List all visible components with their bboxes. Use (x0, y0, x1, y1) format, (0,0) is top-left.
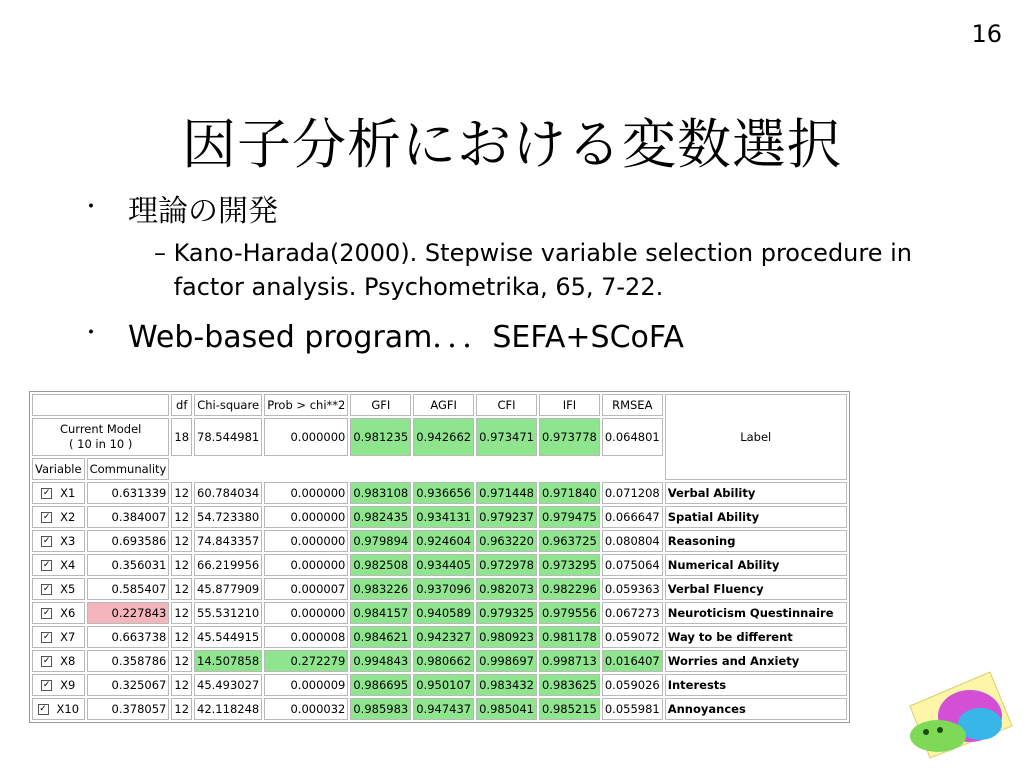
communality-cell: 0.384007 (87, 506, 170, 528)
table-row (32, 554, 847, 576)
variable-name: X3 (60, 534, 76, 548)
ifi-cell: 0.971840 (539, 482, 600, 504)
chi-cell: 54.723380 (194, 506, 262, 528)
table-row (32, 602, 847, 624)
df-cell: 12 (171, 506, 192, 528)
ifi-cell: 0.985215 (539, 698, 600, 720)
gfi-cell: 0.994843 (350, 650, 411, 672)
col-prob: Prob > chi**2 (264, 394, 348, 416)
label-cell: Annoyances (665, 698, 847, 720)
gfi-cell: 0.984621 (350, 626, 411, 648)
variable-checkbox[interactable]: ✓ (39, 704, 47, 714)
table-row (32, 626, 847, 648)
table-row (32, 578, 847, 600)
agfi-cell: 0.980662 (413, 650, 474, 672)
spacer (171, 458, 662, 480)
rmsea-cell: 0.080804 (602, 530, 663, 552)
communality-cell: 0.663738 (87, 626, 170, 648)
label-cell: Neuroticism Questinnaire (665, 602, 847, 624)
bullet-dot: ・ (80, 321, 103, 346)
variable-checkbox[interactable]: ✓ (42, 512, 51, 522)
table-row (32, 506, 847, 528)
variable-cell (32, 698, 85, 720)
table-row (32, 482, 847, 504)
ifi-cell: 0.973295 (539, 554, 600, 576)
agfi-cell: 0.934405 (413, 554, 474, 576)
variable-cell (32, 674, 85, 696)
agfi-cell: 0.940589 (413, 602, 474, 624)
gfi-cell: 0.979894 (350, 530, 411, 552)
variable-checkbox[interactable]: ✓ (42, 488, 51, 498)
prob-cell: 0.000007 (264, 578, 348, 600)
label-cell: Interests (665, 674, 847, 696)
gfi-cell: 0.983226 (350, 578, 411, 600)
sub-bullet (154, 236, 980, 304)
variable-name: X8 (60, 654, 76, 668)
df-cell: 12 (171, 554, 192, 576)
cm-rmsea: 0.064801 (602, 418, 663, 456)
cfi-cell: 0.963220 (476, 530, 537, 552)
agfi-cell: 0.924604 (413, 530, 474, 552)
variable-name: X10 (56, 702, 80, 716)
cfi-cell: 0.979325 (476, 602, 537, 624)
prob-cell: 0.000000 (264, 602, 348, 624)
variable-cell (32, 650, 85, 672)
prob-cell: 0.000009 (264, 674, 348, 696)
rmsea-cell: 0.059072 (602, 626, 663, 648)
communality-cell: 0.325067 (87, 674, 170, 696)
bullet-item (80, 186, 980, 230)
variable-name: X2 (60, 510, 76, 524)
cfi-cell: 0.980923 (476, 626, 537, 648)
chi-cell: 45.493027 (194, 674, 262, 696)
label-cell: Worries and Anxiety (665, 650, 847, 672)
label-cell: Verbal Fluency (665, 578, 847, 600)
cfi-cell: 0.985041 (476, 698, 537, 720)
communality-cell: 0.693586 (87, 530, 170, 552)
ifi-cell: 0.982296 (539, 578, 600, 600)
variable-cell (32, 554, 85, 576)
table-row (32, 530, 847, 552)
agfi-cell: 0.942327 (413, 626, 474, 648)
col-agfi: AGFI (413, 394, 474, 416)
cfi-cell: 0.979237 (476, 506, 537, 528)
blank-corner (32, 394, 169, 416)
reference-text: Kano-Harada(2000). Stepwise variable selection procedure in factor analysis. Psychometrika, 65, 7-22. (173, 239, 912, 301)
col-variable: Variable (32, 458, 85, 480)
prob-cell: 0.000000 (264, 554, 348, 576)
table-row (32, 698, 847, 720)
communality-cell: 0.585407 (87, 578, 170, 600)
variable-checkbox[interactable]: ✓ (42, 560, 51, 570)
agfi-cell: 0.936656 (413, 482, 474, 504)
cfi-cell: 0.982073 (476, 578, 537, 600)
chi-cell: 45.877909 (194, 578, 262, 600)
variable-cell (32, 578, 85, 600)
ifi-cell: 0.983625 (539, 674, 600, 696)
col-label: Label (665, 394, 847, 480)
dash-marker: – (154, 239, 166, 267)
prob-cell: 0.000032 (264, 698, 348, 720)
gfi-cell: 0.982508 (350, 554, 411, 576)
cm-gfi: 0.981235 (350, 418, 411, 456)
communality-cell: 0.378057 (87, 698, 170, 720)
cm-cfi: 0.973471 (476, 418, 537, 456)
variable-checkbox[interactable]: ✓ (42, 656, 51, 666)
cm-chi: 78.544981 (194, 418, 262, 456)
cm-ifi: 0.973778 (539, 418, 600, 456)
bullet-text: 理論の開発 (128, 194, 278, 229)
col-df: df (171, 394, 192, 416)
cm-agfi: 0.942662 (413, 418, 474, 456)
cm-prob: 0.000000 (264, 418, 348, 456)
variable-cell (32, 626, 85, 648)
df-cell: 12 (171, 698, 192, 720)
bullet-text: Web-based program．．．SEFA+SCoFA (128, 320, 684, 355)
rmsea-cell: 0.067273 (602, 602, 663, 624)
cfi-cell: 0.972978 (476, 554, 537, 576)
chi-cell: 42.118248 (194, 698, 262, 720)
gfi-cell: 0.985983 (350, 698, 411, 720)
communality-cell: 0.227843 (87, 602, 170, 624)
label-cell: Numerical Ability (665, 554, 847, 576)
header-row (32, 394, 847, 416)
communality-cell: 0.358786 (87, 650, 170, 672)
col-chi-square: Chi-square (194, 394, 262, 416)
col-communality: Communality (87, 458, 170, 480)
variable-selection-table-wrap (29, 391, 850, 723)
label-cell: Way to be different (665, 626, 847, 648)
bullet-item (80, 312, 980, 356)
rmsea-cell: 0.059026 (602, 674, 663, 696)
variable-name: X1 (60, 486, 76, 500)
variable-name: X4 (60, 558, 76, 572)
prob-cell: 0.000000 (264, 530, 348, 552)
gfi-cell: 0.984157 (350, 602, 411, 624)
variable-cell (32, 482, 85, 504)
ifi-cell: 0.981178 (539, 626, 600, 648)
variable-checkbox[interactable]: ✓ (42, 632, 51, 642)
variable-name: X6 (60, 606, 76, 620)
variable-cell (32, 530, 85, 552)
gfi-cell: 0.986695 (350, 674, 411, 696)
table-row (32, 674, 847, 696)
df-cell: 12 (171, 626, 192, 648)
variable-name: X9 (60, 678, 76, 692)
bullet-list (80, 186, 980, 356)
variable-cell (32, 506, 85, 528)
rmsea-cell: 0.016407 (602, 650, 663, 672)
chi-cell: 60.784034 (194, 482, 262, 504)
page-number: 16 (971, 20, 1002, 48)
chi-cell: 45.544915 (194, 626, 262, 648)
slide-title: 因子分析における変数選択 (182, 113, 842, 176)
gfi-cell: 0.983108 (350, 482, 411, 504)
df-cell: 12 (171, 674, 192, 696)
variable-checkbox[interactable]: ✓ (42, 608, 51, 618)
ifi-cell: 0.998713 (539, 650, 600, 672)
rmsea-cell: 0.071208 (602, 482, 663, 504)
cfi-cell: 0.998697 (476, 650, 537, 672)
df-cell: 12 (171, 602, 192, 624)
prob-cell: 0.000000 (264, 482, 348, 504)
variable-name: X7 (60, 630, 76, 644)
col-rmsea: RMSEA (602, 394, 663, 416)
current-model-label: Current Model ( 10 in 10 ) (32, 418, 169, 456)
agfi-cell: 0.950107 (413, 674, 474, 696)
cm-df: 18 (171, 418, 192, 456)
variable-selection-table (29, 391, 850, 723)
chi-cell: 66.219956 (194, 554, 262, 576)
variable-checkbox[interactable]: ✓ (42, 584, 51, 594)
variable-cell (32, 602, 85, 624)
communality-cell: 0.631339 (87, 482, 170, 504)
gfi-cell: 0.982435 (350, 506, 411, 528)
cfi-cell: 0.983432 (476, 674, 537, 696)
rmsea-cell: 0.075064 (602, 554, 663, 576)
col-gfi: GFI (350, 394, 411, 416)
rmsea-cell: 0.059363 (602, 578, 663, 600)
df-cell: 12 (171, 650, 192, 672)
label-cell: Verbal Ability (665, 482, 847, 504)
variable-checkbox[interactable]: ✓ (42, 680, 51, 690)
chi-cell: 14.507858 (194, 650, 262, 672)
cfi-cell: 0.971448 (476, 482, 537, 504)
chi-cell: 55.531210 (194, 602, 262, 624)
rmsea-cell: 0.055981 (602, 698, 663, 720)
variable-checkbox[interactable]: ✓ (42, 536, 51, 546)
agfi-cell: 0.937096 (413, 578, 474, 600)
variable-name: X5 (60, 582, 76, 596)
prob-cell: 0.272279 (264, 650, 348, 672)
table-row (32, 650, 847, 672)
agfi-cell: 0.934131 (413, 506, 474, 528)
ifi-cell: 0.979475 (539, 506, 600, 528)
col-cfi: CFI (476, 394, 537, 416)
prob-cell: 0.000000 (264, 506, 348, 528)
df-cell: 12 (171, 578, 192, 600)
df-cell: 12 (171, 482, 192, 504)
ifi-cell: 0.963725 (539, 530, 600, 552)
rmsea-cell: 0.066647 (602, 506, 663, 528)
prob-cell: 0.000008 (264, 626, 348, 648)
label-cell: Spatial Ability (665, 506, 847, 528)
mascot-illustration (900, 666, 1018, 764)
df-cell: 12 (171, 530, 192, 552)
agfi-cell: 0.947437 (413, 698, 474, 720)
ifi-cell: 0.979556 (539, 602, 600, 624)
communality-cell: 0.356031 (87, 554, 170, 576)
col-ifi: IFI (539, 394, 600, 416)
bullet-dot: ・ (80, 195, 103, 220)
label-cell: Reasoning (665, 530, 847, 552)
chi-cell: 74.843357 (194, 530, 262, 552)
